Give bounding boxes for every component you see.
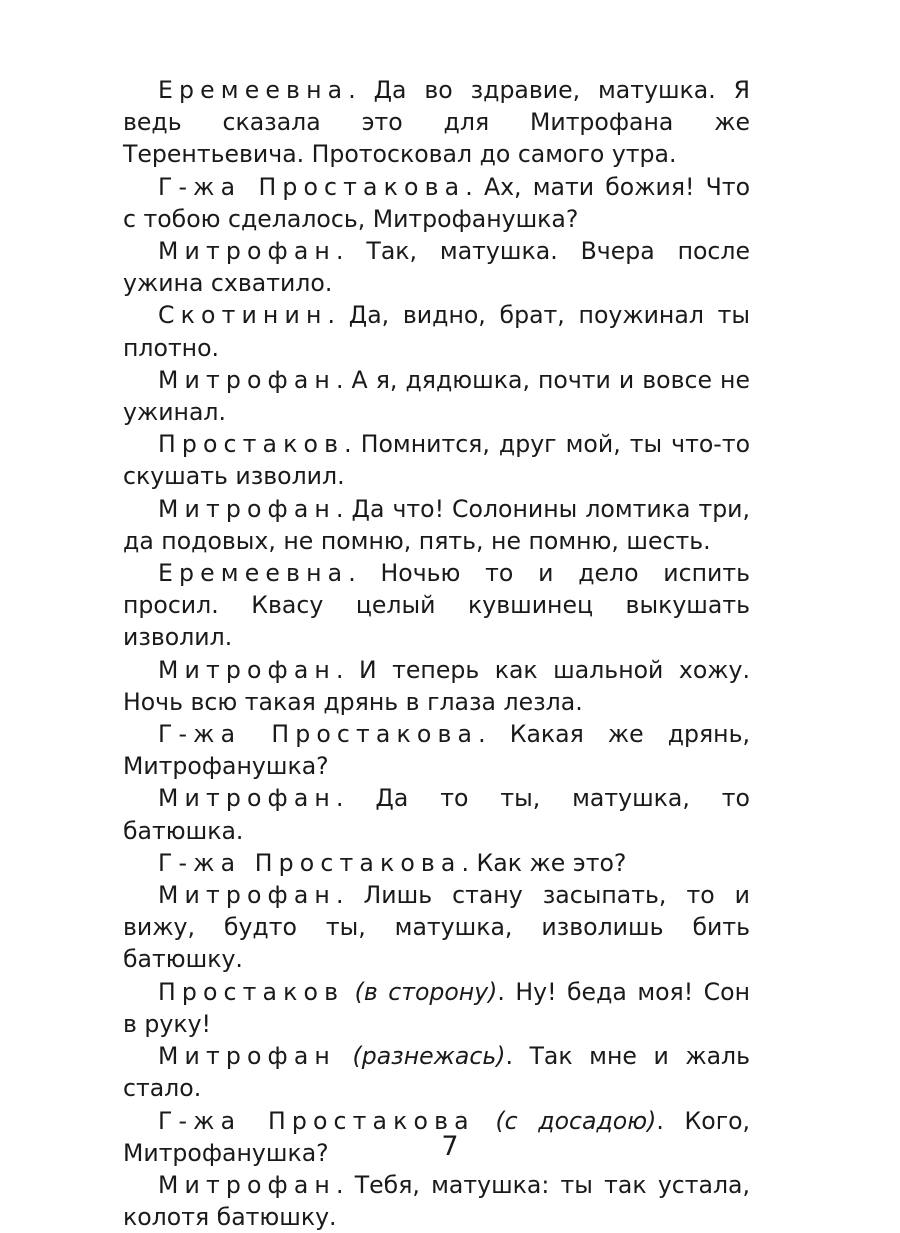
speaker-name: Митрофан <box>158 881 336 910</box>
speaker-name: Митрофан <box>158 784 336 813</box>
speaker-name: Еремеевна <box>158 76 349 104</box>
dialogue-paragraph: Митрофан. И теперь как шальной хожу. Ночь всю такая дрянь в глаза лезла. <box>123 655 750 716</box>
speaker-name: Митрофан <box>158 1042 336 1071</box>
dialogue-text: Как же это? <box>476 848 627 877</box>
dialogue-paragraph: Простаков (в сторону). Ну! беда моя! Сон в руку! <box>123 977 751 1038</box>
speaker-name: Г-жа Простакова <box>158 1106 475 1135</box>
dialogue-paragraph: Еремеевна. Ночью то и дело испить просил. Квасу целый кувшинец выкушать изволил. <box>123 559 751 652</box>
page-number: 7 <box>441 1131 459 1162</box>
dialogue-paragraph: Митрофан. Да что! Солонины ломтика три, да подовых, не помню, пять, не помню, шесть. <box>123 494 751 555</box>
dialogue-text: Какая же дрянь, Митрофанушка? <box>123 720 751 781</box>
speaker-name: Митрофан <box>158 237 336 266</box>
dialogue-paragraph: Г-жа Простакова (с досадою). Кого, Митрофанушка? <box>123 1106 751 1167</box>
speaker-name: Митрофан <box>158 365 336 394</box>
speaker-name: Г-жа Простакова <box>158 848 462 877</box>
dialogue-text: А я, дядюшка, почти и вовсе не ужинал. <box>123 365 750 427</box>
speaker-name: Митрофан <box>158 1170 336 1199</box>
dialogue-paragraph: Митрофан. Тебя, матушка: ты так устала, колотя батюшку. <box>123 1170 751 1232</box>
dialogue-text: Ну! беда моя! Сон в руку! <box>123 977 751 1038</box>
stage-direction: (разнежась) <box>352 1042 506 1071</box>
speaker-name: Скотинин <box>158 301 328 330</box>
dialogue-text: Да во здравие, матушка. Я ведь сказала это для Митрофана же Терентьевича. Протосковал до самого утра. <box>123 76 751 169</box>
stage-direction: (с досадою) <box>495 1106 657 1135</box>
speaker-name: Простаков <box>158 430 345 459</box>
dialogue-text: Лишь стану засыпать, то и вижу, будто ты, матушка, изволишь бить батюшку. <box>123 881 751 974</box>
speaker-name: Еремеевна <box>158 559 349 588</box>
dialogue-paragraph: Митрофан. А я, дядюшка, почти и вовсе не ужинал. <box>123 365 750 427</box>
dialogue-text: Ах, мати божия! Что с тобою сделалось, Митрофанушка? <box>123 172 751 233</box>
dialogue-paragraph: Простаков. Помнится, друг мой, ты что-то скушать изволил. <box>123 430 750 491</box>
dialogue-text: Тебя, матушка: ты так устала, колотя батюшку. <box>123 1170 751 1232</box>
dialogue-paragraph: Митрофан. Да то ты, матушка, то батюшка. <box>123 784 750 845</box>
dialogue-text: Так, матушка. Вчера после ужина схватило. <box>123 237 750 298</box>
speaker-name: Митрофан <box>158 494 336 523</box>
dialogue-paragraph: Г-жа Простакова. Ах, мати божия! Что с тобою сделалось, Митрофанушка? <box>123 172 751 233</box>
dialogue-paragraph: Еремеевна. Да во здравие, матушка. Я ведь сказала это для Митрофана же Терентьевича. Протосковал до самого утра. <box>123 76 751 169</box>
dialogue-text: Ночью то и дело испить просил. Квасу целый кувшинец выкушать изволил. <box>123 559 751 652</box>
speaker-name: Г-жа Простакова <box>158 172 466 201</box>
dialogue-paragraph: Митрофан. Лишь стану засыпать, то и вижу, будто ты, матушка, изволишь бить батюшку. <box>123 881 751 974</box>
dialogue-paragraph: Г-жа Простакова. Какая же дрянь, Митрофанушка? <box>123 720 751 781</box>
dialogue-text: Помнится, друг мой, ты что-то скушать изволил. <box>123 430 750 491</box>
dialogue-text: Кого, Митрофанушка? <box>123 1106 751 1167</box>
dialogue-paragraph: Митрофан (разнежась). Так мне и жаль стало. <box>123 1042 751 1103</box>
dialogue-text: Да, видно, брат, поужинал ты плотно. <box>123 301 751 362</box>
dialogue-paragraph: Г-жа Простакова. Как же это? <box>158 848 627 877</box>
stage-direction: (в сторону) <box>354 977 498 1006</box>
dialogue-text: И теперь как шальной хожу. Ночь всю такая дрянь в глаза лезла. <box>123 655 750 716</box>
speaker-name: Митрофан <box>158 655 336 684</box>
dialogue-text: Так мне и жаль стало. <box>123 1042 751 1103</box>
dialogue-paragraph: Митрофан. Так, матушка. Вчера после ужина схватило. <box>123 237 750 298</box>
dialogue-text: Да то ты, матушка, то батюшка. <box>123 784 750 845</box>
page-body <box>123 74 750 1233</box>
dialogue-text: Да что! Солонины ломтика три, да подовых, не помню, пять, не помню, шесть. <box>123 494 751 555</box>
speaker-name: Простаков <box>158 977 345 1006</box>
dialogue-paragraph: Скотинин. Да, видно, брат, поужинал ты плотно. <box>123 301 751 362</box>
speaker-name: Г-жа Простакова <box>158 720 479 749</box>
